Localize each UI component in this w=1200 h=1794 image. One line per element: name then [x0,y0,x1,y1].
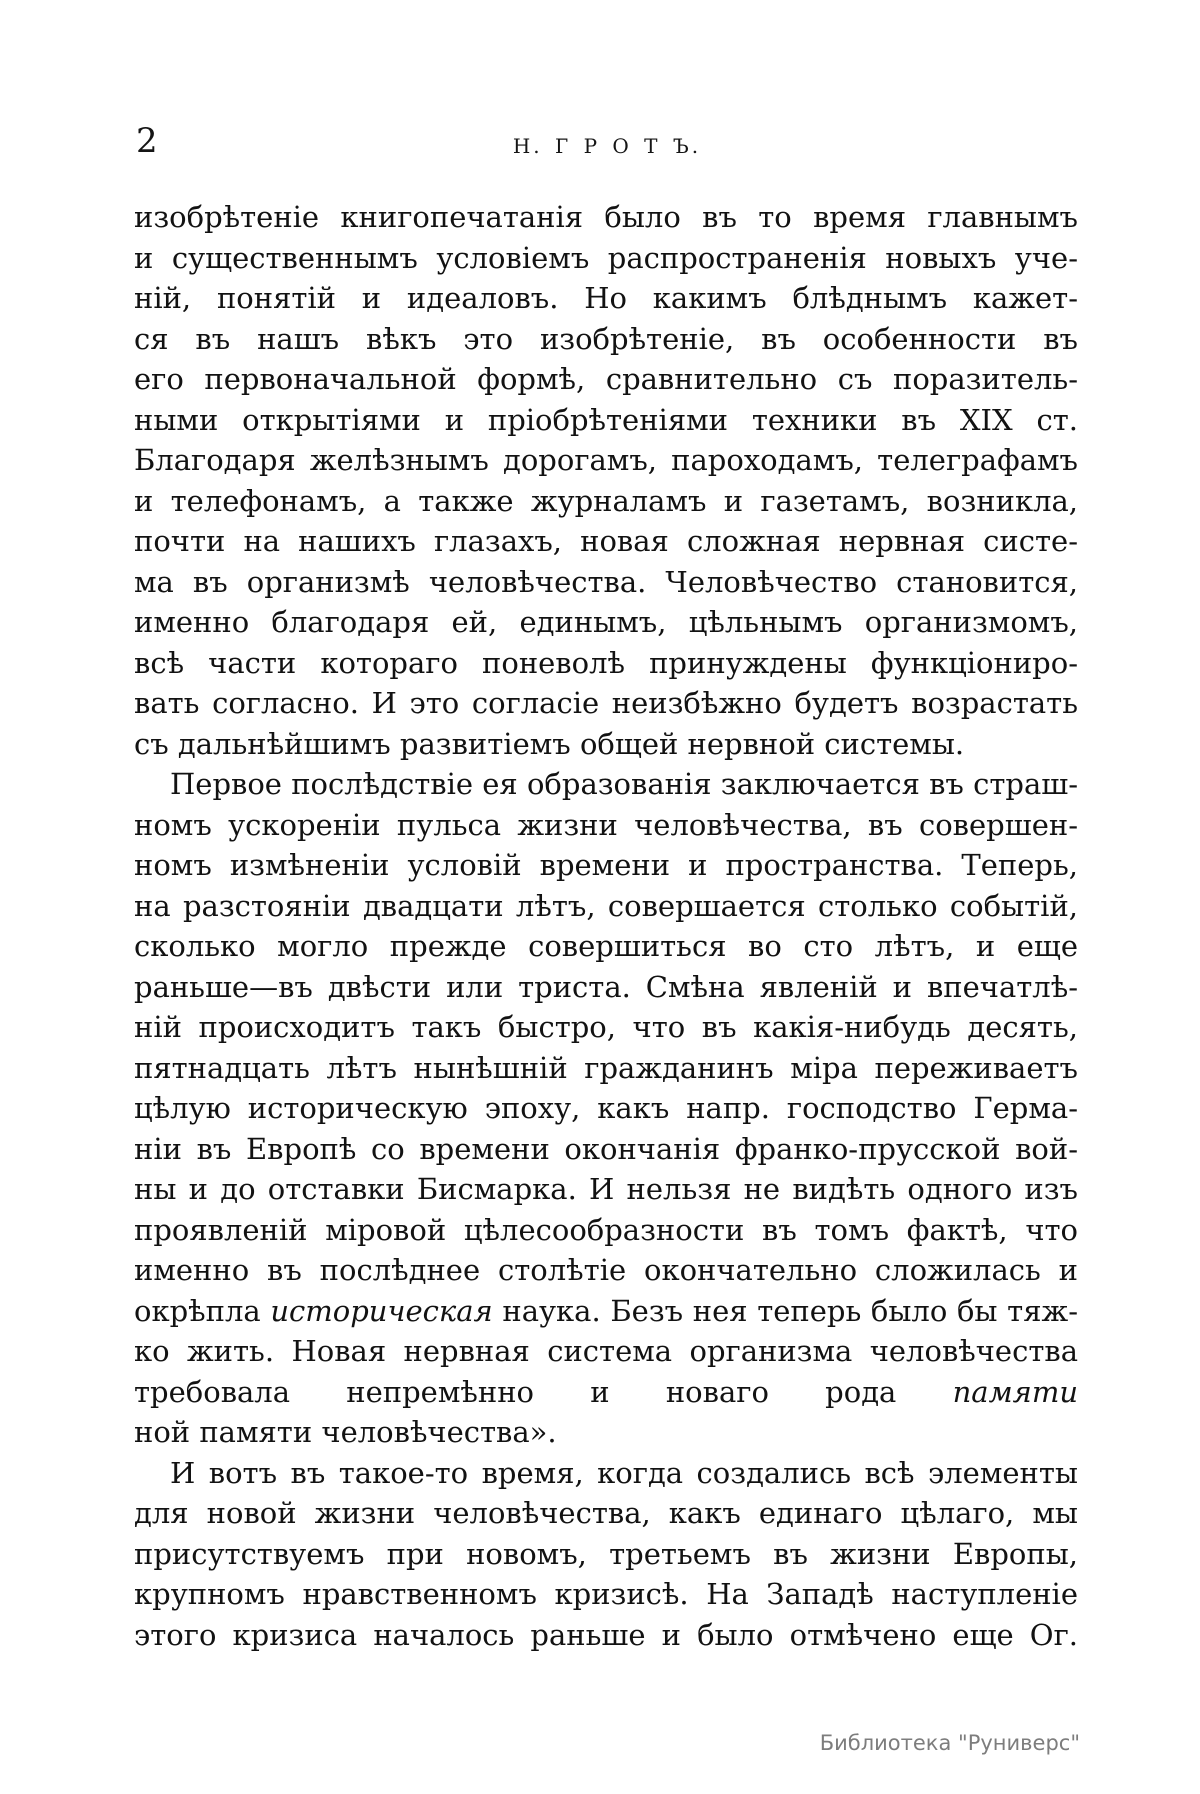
text-line: этого кризиса началось раньше и было отмѣчено еще Ог. [134,1617,1078,1652]
text-line: пятнадцать лѣтъ нынѣшній гражданинъ міра переживаетъ [134,1050,1078,1085]
text-line: ной памяти человѣчества». [134,1415,557,1449]
text-line: номъ измѣненіи условій времени и пространства. Теперь, [134,848,1078,882]
text-block [134,197,1078,1655]
text-line: крупномъ нравственномъ кризисѣ. На Западѣ наступленіе [134,1577,1078,1611]
text-line: цѣлую историческую эпоху, какъ напр. господство Герма- [134,1091,1078,1125]
text-line: номъ ускореніи пульса жизни человѣчества, въ совершен- [134,807,1078,842]
text-line: вать согласно. И это согласіе неизбѣжно будетъ возрастать [134,686,1078,720]
text-line: ній, понятій и идеаловъ. Но какимъ блѣднымъ кажет- [134,281,1078,315]
text-line: ными открытіями и пріобрѣтеніями техники въ XIX ст. [134,402,1078,437]
page-number: 2 [136,121,158,161]
italic-emphasis: историческая [270,1293,493,1328]
text-line: Первое послѣдствіе ея образованія заключается въ страш- [170,767,1078,801]
text-line: ніи въ Европѣ со времени окончанія франко-прусской вой- [134,1131,1078,1166]
text-line: окрѣпла историческая наука. Безъ нея теперь было бы тяж- [134,1293,1078,1328]
text-line: требовала непремѣнно и новаго рода памяти [134,1374,1078,1409]
text-line: и существеннымъ условіемъ распространенія новыхъ уче- [134,240,1078,275]
text-line: присутствуемъ при новомъ, третьемъ въ жизни Европы, [134,1536,1078,1571]
text-line: Благодаря желѣзнымъ дорогамъ, пароходамъ, телеграфамъ [134,443,1078,477]
text-line: для новой жизни человѣчества, какъ единаго цѣлаго, мы [134,1496,1078,1530]
text-line: и телефонамъ, а также журналамъ и газетамъ, возникла, [134,483,1078,518]
text-line: ма въ организмѣ человѣчества. Человѣчество становится, [134,564,1078,599]
italic-emphasis: памяти [952,1374,1078,1409]
text-line: проявленій міровой цѣлесообразности въ томъ фактѣ, что [134,1212,1078,1247]
library-watermark: Библиотека "Руниверс" [819,1731,1080,1755]
text-line: съ дальнѣйшимъ развитіемъ общей нервной системы. [134,726,965,761]
text-line: на разстояніи двадцати лѣтъ, совершается столько событій, [134,888,1078,923]
text-line: ся въ нашъ вѣкъ это изобрѣтеніе, въ особенности въ [134,321,1078,356]
text-line: изобрѣтеніе книгопечатанія было въ то время главнымъ [134,200,1078,234]
text-line: его первоначальной формѣ, сравнительно съ поразитель- [134,362,1078,396]
running-header-author: Н. Г Р О Т Ъ. [512,134,702,158]
text-line: именно въ послѣднее столѣтіе окончательно сложилась и [134,1253,1078,1287]
text-line: И вотъ въ такое-то время, когда создались всѣ элементы [170,1455,1078,1490]
text-line: ко жить. Новая нервная система организма человѣчества [134,1334,1078,1368]
text-line: именно благодаря ей, единымъ, цѣльнымъ организмомъ, [134,605,1078,639]
text-line: ній происходитъ такъ быстро, что въ какія-нибудь десять, [134,1010,1078,1044]
text-line: сколько могло прежде совершиться во сто лѣтъ, и еще [134,929,1078,963]
text-line: всѣ части котораго поневолѣ принуждены функціониро- [134,645,1078,680]
text-line: почти на нашихъ глазахъ, новая сложная нервная систе- [134,524,1078,558]
text-line: ны и до отставки Бисмарка. И нельзя не видѣть одного изъ [134,1172,1078,1206]
text-line: раньше—въ двѣсти или триста. Смѣна явленій и впечатлѣ- [134,969,1078,1004]
